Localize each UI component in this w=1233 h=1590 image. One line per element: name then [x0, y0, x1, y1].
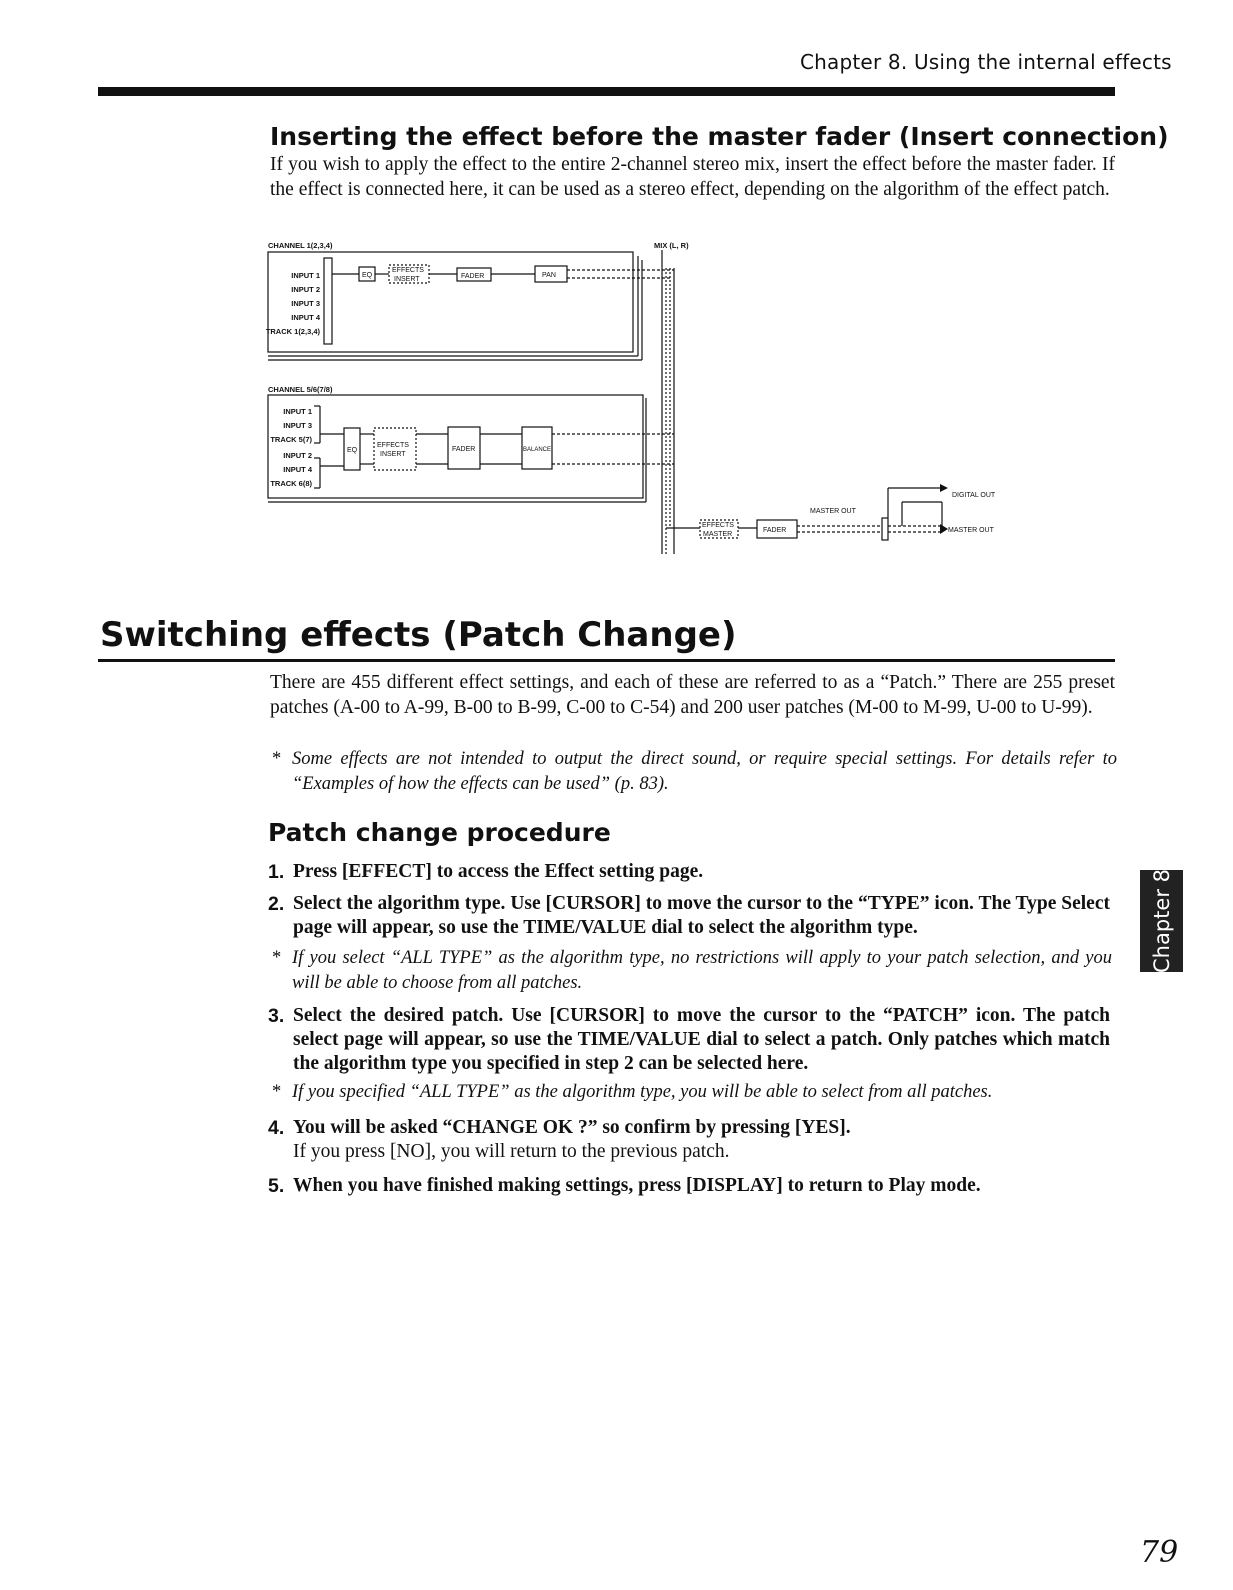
step-number: 2.	[268, 893, 285, 915]
ch5-fader-label: FADER	[452, 446, 476, 453]
step-text: You will be asked “CHANGE OK ?” so confirm by pressing [YES].	[293, 1117, 851, 1138]
master-effects-label: EFFECTS	[702, 522, 734, 529]
procedure-step	[268, 1116, 1110, 1142]
step-number: 3.	[268, 1005, 285, 1027]
ch1-insert-label: INSERT	[394, 276, 420, 283]
chapter-tab-label: Chapter 8	[1149, 869, 1174, 973]
channel5-label: CHANNEL 5/6(7/8)	[268, 385, 333, 394]
ch5-input: TRACK 5(7)	[270, 435, 312, 444]
ch1-input: INPUT 1	[291, 271, 320, 280]
step-text: Select the desired patch. Use [CURSOR] to move the cursor to the “PATCH” icon. The patch select page will appear, so use the TIME/VALUE dial to select a patch. Only patches which match the algorithm type you specified in step 2 can be selected here.	[293, 1005, 1110, 1074]
step-number: 5.	[268, 1175, 285, 1197]
ch5-insert-label: INSERT	[380, 451, 406, 458]
channel1-block	[265, 252, 633, 352]
step-text: Select the algorithm type. Use [CURSOR] to move the cursor to the “TYPE” icon. The Type Select page will appear, so use the TIME/VALUE dial to select the algorithm type.	[293, 893, 1110, 938]
note	[272, 747, 1117, 797]
ch1-input: TRACK 1(2,3,4)	[265, 327, 320, 336]
note-text: Some effects are not intended to output the direct sound, or require special settings. For details refer to “Examples of how the effects can be used” (p. 83).	[292, 749, 1117, 794]
master-out-arrow	[940, 524, 948, 534]
insert-connection-diagram	[262, 238, 1022, 568]
ch1-fader-label: FADER	[461, 273, 485, 280]
step-number: 1.	[268, 861, 285, 883]
master-out-label: MASTER OUT	[948, 527, 994, 534]
ch1-pan-label: PAN	[542, 272, 556, 279]
page-number: 79	[1140, 1535, 1179, 1570]
ch5-input: TRACK 6(8)	[270, 479, 312, 488]
subsection-title: Patch change procedure	[268, 818, 611, 847]
note	[272, 946, 1112, 996]
procedure-step	[268, 1174, 1110, 1200]
note-text: If you specified “ALL TYPE” as the algorithm type, you will be able to select from all patches.	[292, 1082, 993, 1102]
section-title-patch-change: Switching effects (Patch Change)	[100, 615, 737, 655]
ch5-input: INPUT 2	[283, 451, 312, 460]
note	[272, 1080, 1112, 1105]
note-symbol: *	[272, 1082, 282, 1102]
note-symbol: *	[272, 749, 282, 769]
channel1-label: CHANNEL 1(2,3,4)	[268, 241, 333, 250]
ch1-input: INPUT 3	[291, 299, 320, 308]
chapter-tab	[1140, 870, 1183, 972]
step-subtext: If you press [NO], you will return to the previous patch.	[293, 1141, 730, 1162]
header-rule	[98, 87, 1115, 96]
mix-label: MIX (L, R)	[654, 241, 689, 250]
step-text: When you have finished making settings, press [DISPLAY] to return to Play mode.	[293, 1175, 981, 1196]
ch1-input: INPUT 4	[291, 313, 320, 322]
procedure-step	[268, 1004, 1110, 1078]
section-paragraph-patch: There are 455 different effect settings, and each of these are referred to as a “Patch.” There are 255 preset patches (A-00 to A-99, B-00 to B-99, C-00 to C-54) and 200 user patches (M-00 to M-99, U-00 to U-99).	[270, 672, 1115, 718]
note-symbol: *	[272, 948, 282, 968]
master-fader-label: FADER	[763, 527, 787, 534]
ch5-effects-label: EFFECTS	[377, 442, 409, 449]
digital-out-arrow	[940, 484, 948, 492]
chapter-header: Chapter 8. Using the internal effects	[800, 50, 1172, 74]
ch1-input: INPUT 2	[291, 285, 320, 294]
step-number: 4.	[268, 1117, 285, 1139]
ch5-balance-label: BALANCE	[523, 447, 552, 453]
section-paragraph-insert: If you wish to apply the effect to the entire 2-channel stereo mix, insert the effect before the master fader. If the effect is connected here, it can be used as a stereo effect, depending on the algorithm of the effect patch.	[270, 154, 1115, 200]
master-out-block-label: MASTER OUT	[810, 508, 856, 515]
master-master-label: MASTER	[703, 531, 733, 538]
digital-out-label: DIGITAL OUT	[952, 492, 996, 499]
ch1-effects-label: EFFECTS	[392, 267, 424, 274]
procedure-step	[268, 892, 1110, 944]
ch5-effects-insert-box	[374, 428, 416, 470]
section-title-insert: Inserting the effect before the master fader (Insert connection)	[270, 122, 1169, 151]
step-text: Press [EFFECT] to access the Effect setting page.	[293, 861, 704, 882]
ch5-input: INPUT 3	[283, 421, 312, 430]
ch5-input: INPUT 1	[283, 407, 312, 416]
section-rule	[98, 659, 1115, 662]
ch5-input: INPUT 4	[283, 465, 312, 474]
procedure-step	[268, 860, 1110, 886]
ch5-eq-label: EQ	[347, 447, 358, 454]
note-text: If you select “ALL TYPE” as the algorithm type, no restrictions will apply to your patch selection, and you will be able to choose from all patches.	[292, 948, 1112, 993]
ch1-eq-label: EQ	[362, 272, 373, 279]
